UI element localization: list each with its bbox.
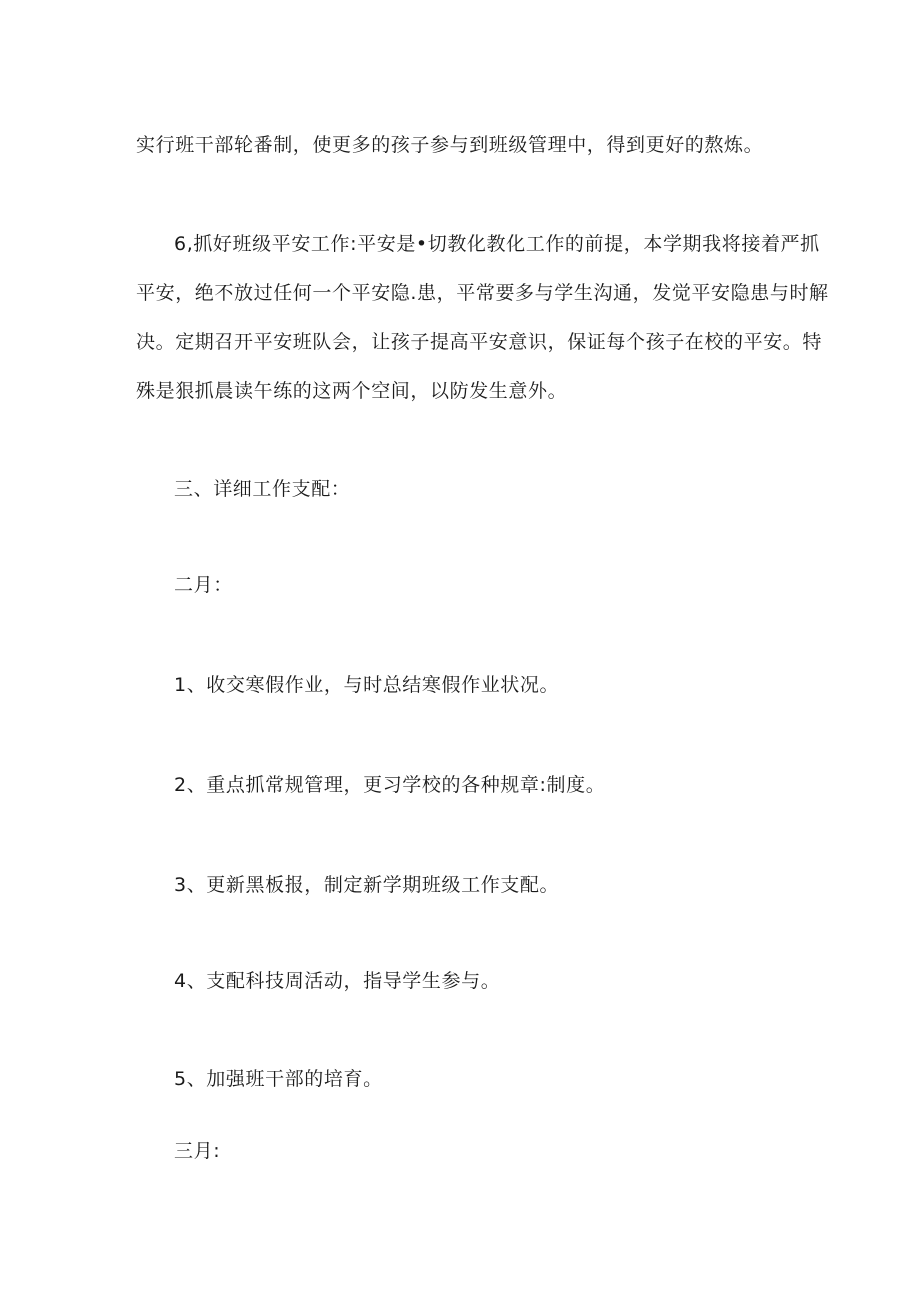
month-heading-feb: 二月： — [174, 574, 233, 596]
list-item: 5、加强班干部的培育。 — [174, 1068, 383, 1090]
list-item: 4、支配科技周活动，指导学生参与。 — [174, 970, 501, 992]
list-item: 3、更新黑板报，制定新学期班级工作支配。 — [174, 874, 560, 896]
paragraph-line: 殊是狠抓晨读午练的这两个空间，以防发生意外。 — [136, 380, 568, 402]
paragraph-line: 平安，绝不放过任何一个平安隐.患，平常要多与学生沟通，发觉平安隐患与时解 — [136, 282, 829, 304]
paragraph-line: 实行班干部轮番制，使更多的孩子参与到班级管理中，得到更好的熬炼。 — [136, 134, 764, 156]
month-heading-mar: 三月: — [174, 1140, 221, 1162]
list-item: 2、重点抓常规管理，更习学校的各种规章:制度。 — [174, 774, 606, 796]
list-item: 1、收交寒假作业，与时总结寒假作业状况。 — [174, 674, 560, 696]
paragraph-line: 决。定期召开平安班队会，让孩子提高平安意识，保证每个孩子在校的平安。特 — [136, 331, 823, 353]
paragraph-line: 6,抓好班级平安工作:平安是•切教化教化工作的前提，本学期我将接着严抓 — [174, 233, 820, 255]
section-heading: 三、详细工作支配： — [174, 478, 351, 500]
